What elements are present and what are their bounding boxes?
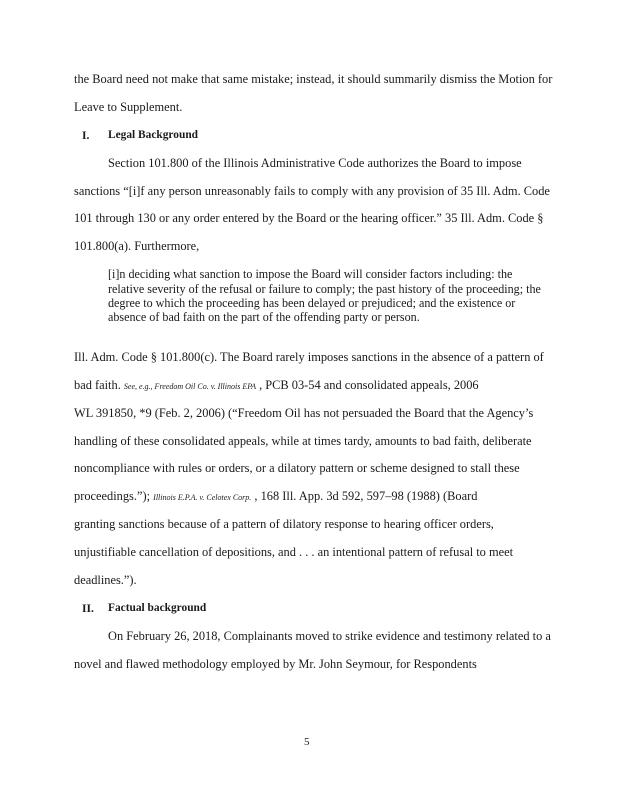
body-line: novel and flawed methodology employed by Mr. John Seymour, for Respondents: [74, 657, 477, 671]
text-run: proceedings.”);: [74, 489, 151, 503]
body-line: Ill. Adm. Code § 101.800(c). The Board rarely imposes sanctions in the absence of a pattern of: [74, 350, 544, 364]
quote-line: absence of bad faith on the part of the offending party or person.: [108, 310, 420, 324]
text-run: , PCB 03-54 and consolidated appeals, 2006: [259, 378, 479, 392]
heading-number: I.: [82, 129, 90, 142]
body-line: granting sanctions because of a pattern of dilatory response to hearing officer orders,: [74, 517, 494, 531]
body-line: sanctions “[i]f any person unreasonably fails to comply with any provision of 35 Ill. Adm. Code: [74, 184, 550, 198]
text-run: , 168 Ill. App. 3d 592, 597–98 (1988) (Board: [254, 489, 478, 503]
quote-line: degree to which the proceeding has been delayed or prejudiced; and the existence or: [108, 296, 516, 310]
body-line: unjustifiable cancellation of depositions, and . . . an intentional pattern of refusal to meet: [74, 545, 514, 559]
body-line: Leave to Supplement.: [74, 100, 183, 114]
case-citation: Illinois E.P.A. v. Celotex Corp.: [153, 493, 252, 502]
page-number: 5: [304, 736, 310, 748]
heading-number: II.: [82, 602, 94, 615]
body-line: deadlines.”).: [74, 573, 137, 587]
body-line-with-citation: [74, 379, 479, 391]
body-line: Section 101.800 of the Illinois Administrative Code authorizes the Board to impose: [108, 156, 522, 170]
body-line: On February 26, 2018, Complainants moved to strike evidence and testimony related to a: [108, 629, 551, 643]
body-line: the Board need not make that same mistake; instead, it should summarily dismiss the Motion for: [74, 72, 553, 86]
body-line: noncompliance with rules or orders, or a dilatory pattern or scheme designed to stall these: [74, 461, 520, 475]
body-line: handling of these consolidated appeals, while at times tardy, amounts to bad faith, deliberate: [74, 434, 532, 448]
body-line-with-citation: [74, 490, 477, 502]
text-run: bad faith.: [74, 378, 121, 392]
body-line: WL 391850, *9 (Feb. 2, 2006) (“Freedom Oil has not persuaded the Board that the Agency’s: [74, 406, 534, 420]
body-line: 101.800(a). Furthermore,: [74, 239, 200, 253]
heading-text: Legal Background: [108, 129, 198, 141]
case-citation: See, e.g., Freedom Oil Co. v. Illinois EPA: [123, 382, 256, 391]
quote-line: relative severity of the refusal or failure to comply; the past history of the proceeding; the: [108, 282, 541, 296]
body-line: 101 through 130 or any order entered by the Board or the hearing officer.” 35 Ill. Adm. Code §: [74, 211, 544, 225]
quote-line: [i]n deciding what sanction to impose the Board will consider factors including: the: [108, 267, 513, 281]
heading-text: Factual background: [108, 602, 207, 614]
